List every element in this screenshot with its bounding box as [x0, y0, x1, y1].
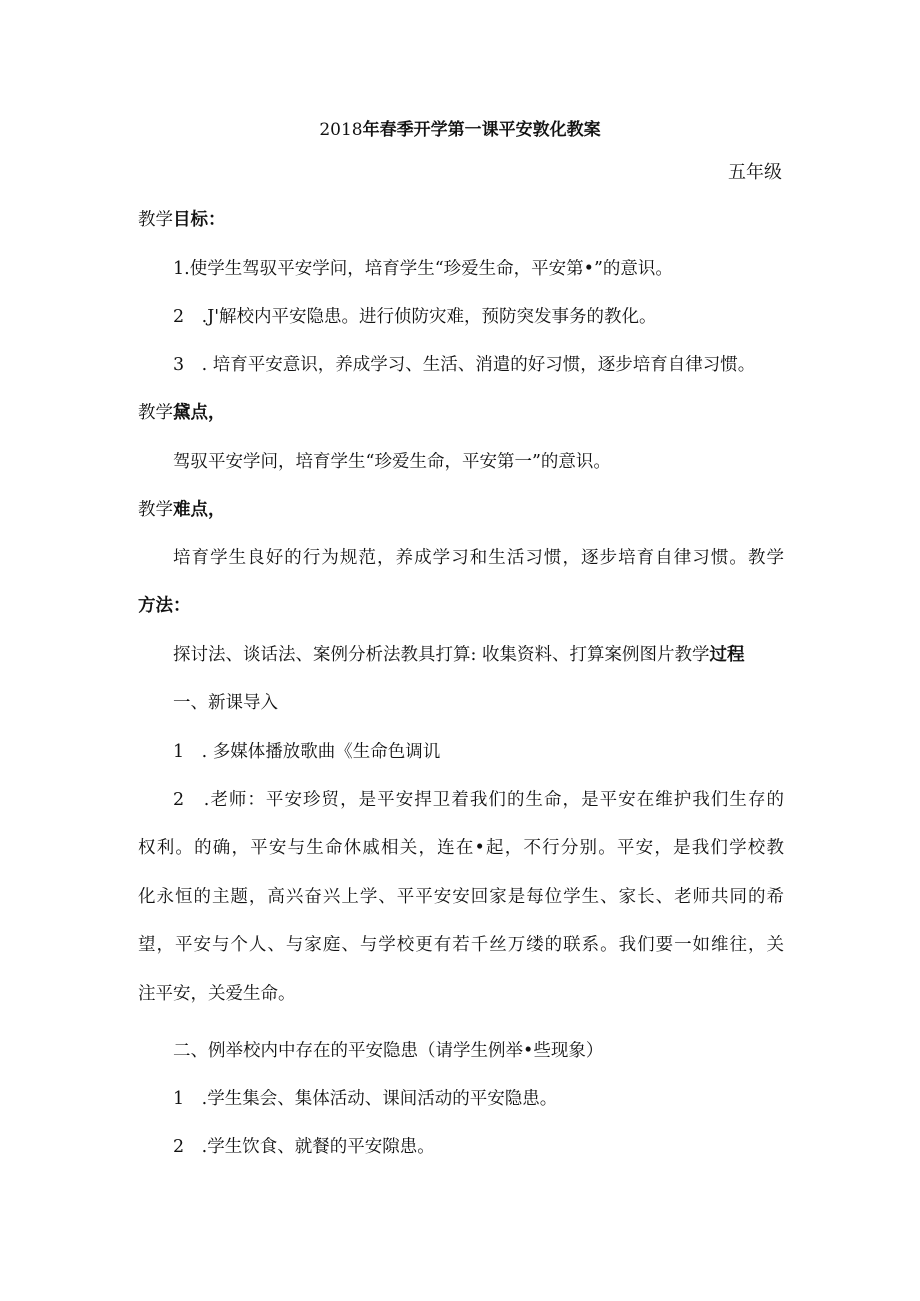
- difficulties-heading: 教学难点，: [138, 500, 226, 520]
- difficulties-text: 培育学生良好的行为规范，养成学习和生活习惯，逐步培育自律习惯。教学: [173, 548, 784, 568]
- objective-item-1: 1.使学生驾驭平安学问，培育学生“珍爱生命，平安第•”的意识。: [173, 259, 673, 279]
- section1-heading: 一、新课导入: [173, 693, 278, 713]
- section2-item-2: 2 .学生饮食、就餐的平安隙患。: [173, 1137, 435, 1157]
- section1-item-2-line-2: 权利。的确，平安与生命休戚相关，连在•起，不行分别。平安，是我们学校教: [138, 838, 784, 858]
- objective-item-3: 3 . 培育平安意识，养成学习、生活、消遣的好习惯，逐步培育自律习惯。: [173, 355, 756, 375]
- document-title: [0, 118, 920, 142]
- section2-item-1: 1 .学生集会、集体活动、课间活动的平安隐患。: [173, 1089, 558, 1109]
- grade-label: 五年级: [728, 162, 782, 183]
- methods-heading: 方法：: [138, 596, 191, 616]
- title-year: 2018: [319, 120, 363, 140]
- section1-item-1: 1 . 多媒体播放歌曲《生命色调讥: [173, 742, 441, 762]
- section1-item-2-line-4: 望，平安与个人、与家庭、与学校更有若千丝万缕的联系。我们要一如维往，关: [138, 935, 784, 955]
- section1-item-2-line-3: 化永恒的主题，高兴奋兴上学、平平安安回家是每位学生、家长、老师共同的希: [138, 887, 784, 907]
- methods-text: 探讨法、谈话法、案例分析法教具打算: 收集资料、打算案例图片教学过程: [173, 645, 745, 665]
- key-points-text: 驾驭平安学问，培育学生“珍爱生命，平安第一”的意识。: [173, 452, 611, 472]
- title-text: 年春季开学第一课平安敦化教案: [362, 120, 601, 140]
- objectives-heading: 教学目标：: [138, 210, 226, 230]
- key-points-heading: 教学黛点，: [138, 403, 226, 423]
- objective-item-2: 2 .J'解校内平安隐患。进行侦防灾难，预防突发事务的教化。: [173, 307, 657, 327]
- section2-heading: 二、例举校内中存在的平安隐患（请学生例举•些现象）: [173, 1041, 604, 1061]
- section1-item-2-line-5: 注平安，关爱生命。: [138, 984, 296, 1004]
- section1-item-2-line-1: 2 .老师：平安珍贸，是平安捍卫着我们的生命，是平安在维护我们生存的: [173, 790, 784, 810]
